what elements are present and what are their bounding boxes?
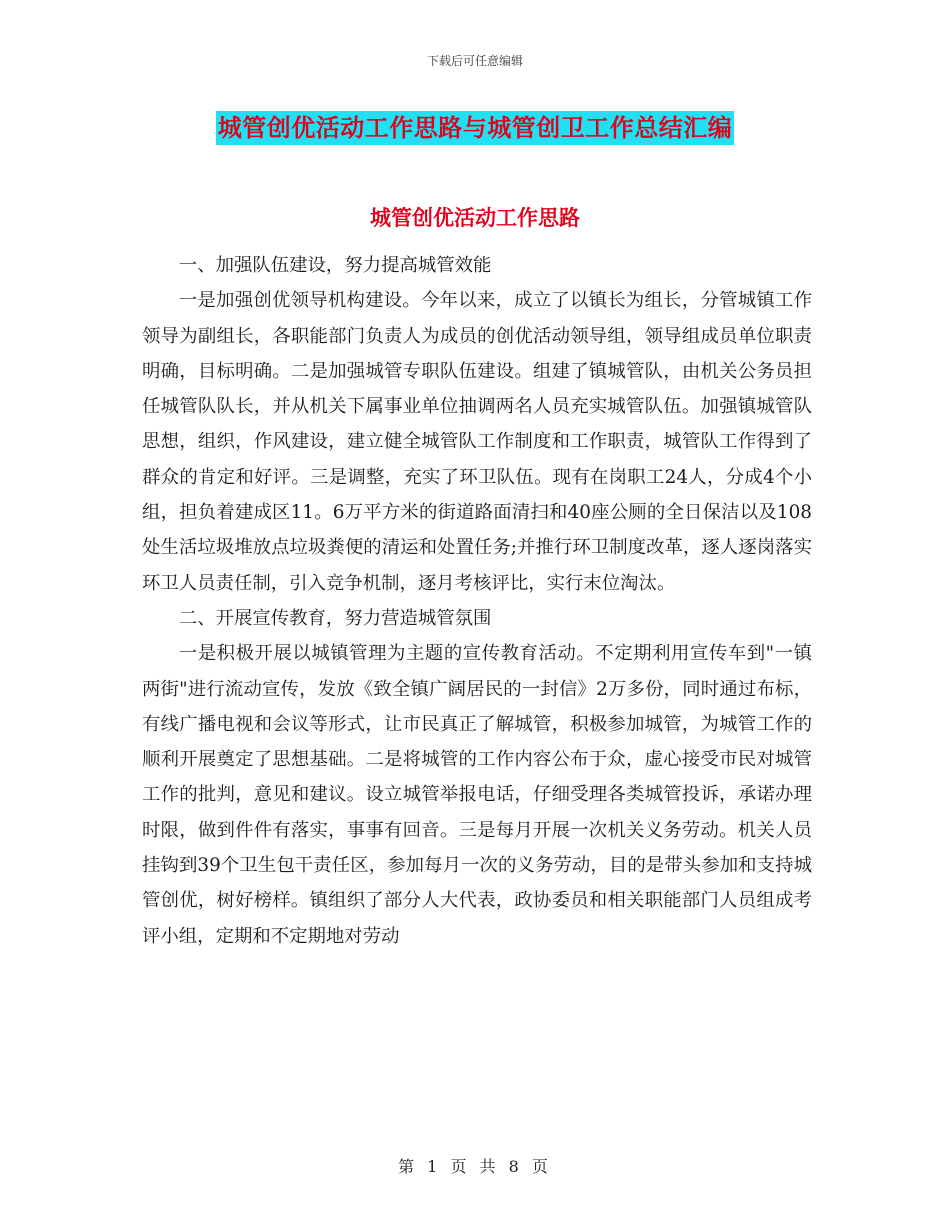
section-title: 城管创优活动工作思路 [370,205,580,230]
document-title-wrapper [0,111,950,145]
header-note: 下载后可任意编辑 [426,54,523,68]
document-title: 城管创优活动工作思路与城管创卫工作总结汇编 [216,111,735,145]
body-paragraph-2: 一是积极开展以城镇管理为主题的宣传教育活动。不定期利用宣传车到"一镇两街"进行流动宣传，发放《致全镇广阔居民的一封信》2万多份，同时通过布标，有线广播电视和会议等形式，让市民真正了解城管，积极参加城管，为城管工作的顺利开展奠定了思想基础。二是将城管的工作内容公布于众，虚心接受市民对城管工作的批判，意见和建议。设立城管举报电话，仔细受理各类城管投诉，承诺办理时限，做到件件有落实，事事有回音。三是每月开展一次机关义务劳动。机关人员挂钩到39个卫生包干责任区，参加每月一次的义务劳动，目的是带头参加和支持城管创优，树好榜样。镇组织了部分人大代表，政协委员和相关职能部门人员组成考评小组，定期和不定期地对劳动 [142,643,812,947]
heading-paragraph-1: 一、加强队伍建设，努力提高城管效能 [178,255,492,276]
document-body [142,248,812,954]
page-footer: 第 1 页 共 8 页 [398,1157,552,1176]
body-paragraph-1: 一是加强创优领导机构建设。今年以来，成立了以镇长为组长，分管城镇工作领导为副组长，各职能部门负责人为成员的创优活动领导组，领导组成员单位职责明确，目标明确。二是加强城管专职队伍建设。组建了镇城管队，由机关公务员担任城管队队长，并从机关下属事业单位抽调两名人员充实城管队伍。加强镇城管队思想，组织，作风建设，建立健全城管队工作制度和工作职责，城管队工作得到了群众的肯定和好评。三是调整，充实了环卫队伍。现有在岗职工24人，分成4个小组，担负着建成区11。6万平方米的街道路面清扫和40座公厕的全日保洁以及108处生活垃圾堆放点垃圾粪便的清运和处置任务;并推行环卫制度改革，逐人逐岗落实环卫人员责任制，引入竞争机制，逐月考核评比，实行末位淘汰。 [142,290,812,594]
heading-paragraph-2: 二、开展宣传教育，努力营造城管氛围 [178,607,492,629]
